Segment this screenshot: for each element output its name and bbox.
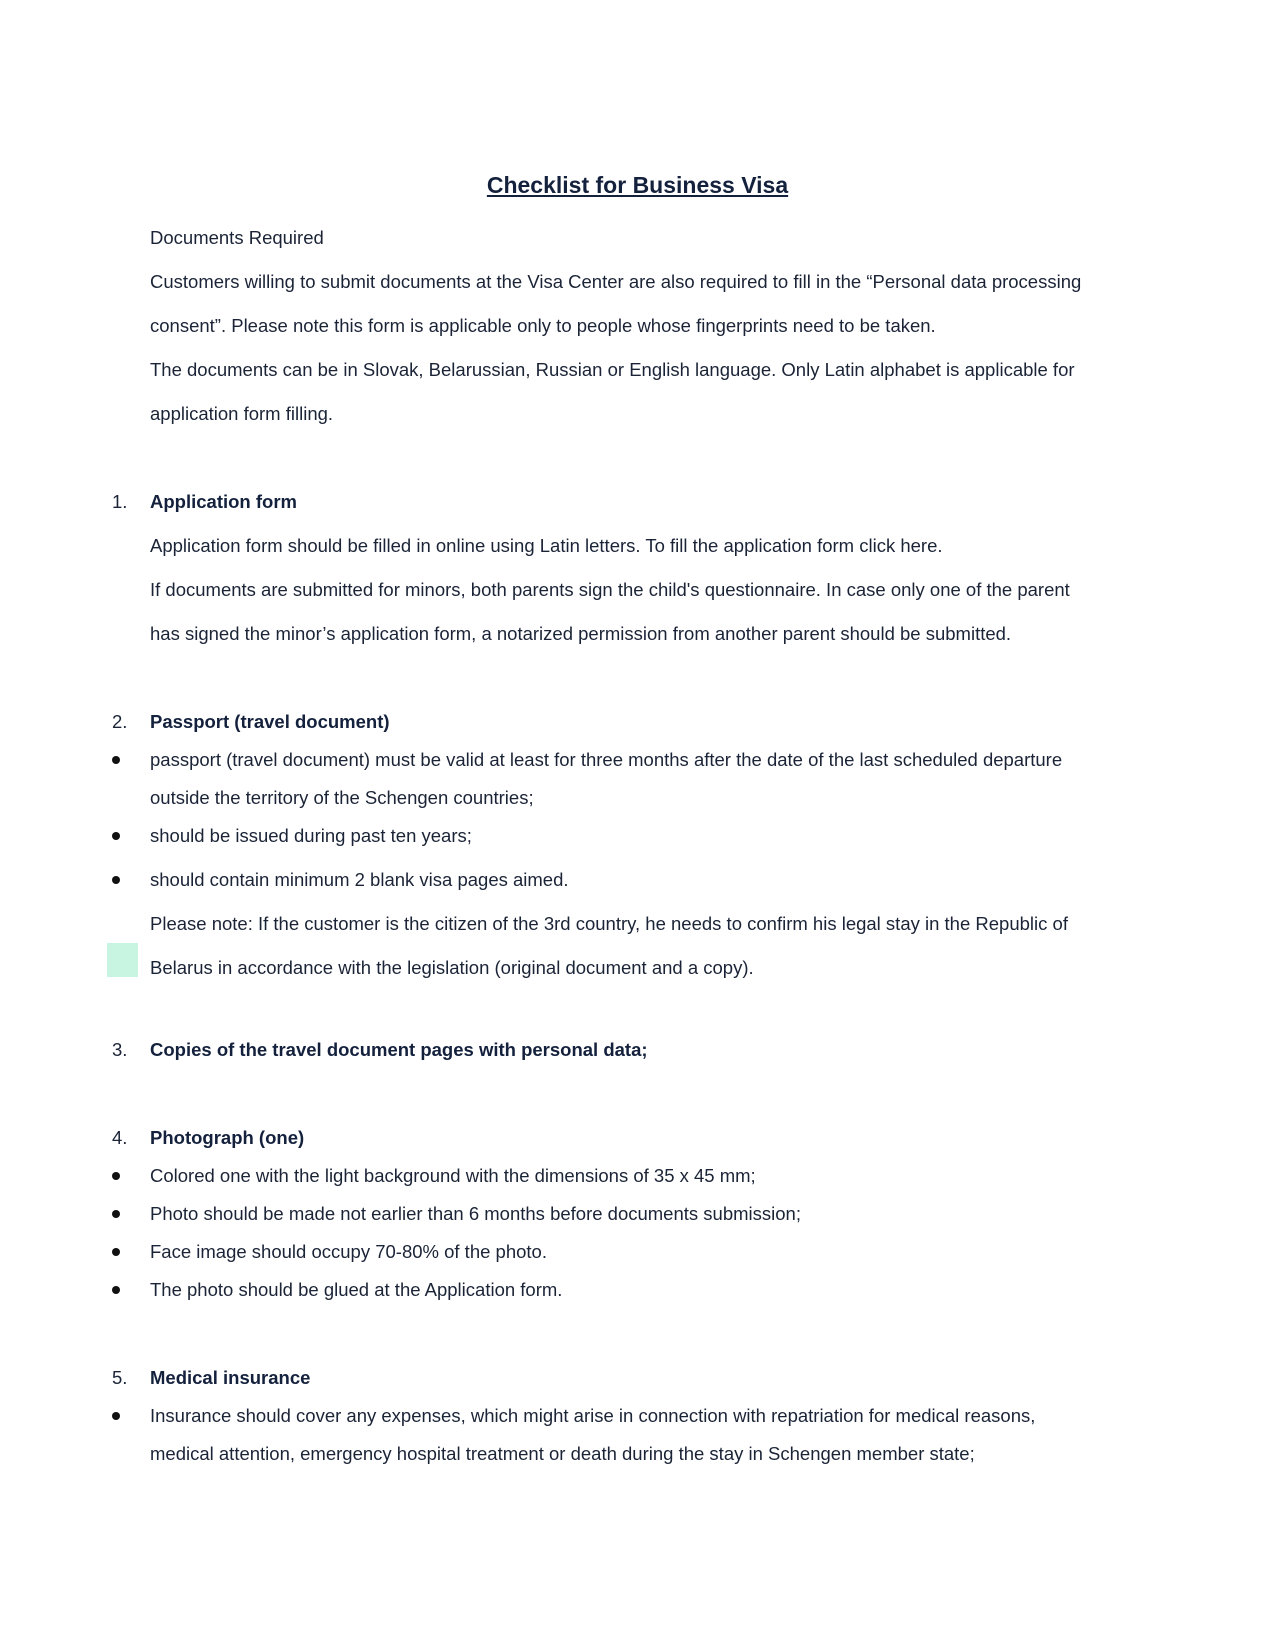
section-1-line-3: has signed the minor’s application form, a notarized permission from another parent should be submitted.: [150, 623, 1012, 644]
bullet-icon: [112, 876, 120, 884]
section-4-bullet-2: Photo should be made not earlier than 6 months before documents submission;: [150, 1203, 801, 1224]
section-2-note-line-1: Please note: If the customer is the citizen of the 3rd country, he needs to confirm his legal stay in the Republic of: [150, 913, 1068, 934]
section-2-bullet-2: should be issued during past ten years;: [150, 825, 472, 846]
page-title: Checklist for Business Visa: [486, 172, 789, 198]
bullet-icon: [112, 1412, 120, 1420]
section-1-line-1: Application form should be filled in online using Latin letters. To fill the application form click here.: [150, 535, 943, 556]
section-2-bullet-1: passport (travel document) must be valid at least for three months after the date of the last scheduled departure: [150, 749, 1063, 770]
intro-paragraph-2-line-2: application form filling.: [150, 403, 334, 424]
section-5-number: 5.: [112, 1367, 128, 1388]
highlight-marker: [107, 943, 138, 977]
bullet-icon: [112, 832, 120, 840]
section-3-title: Copies of the travel document pages with personal data;: [150, 1039, 648, 1060]
section-1-title: Application form: [150, 491, 297, 512]
bullet-icon: [112, 1248, 120, 1256]
section-4-title: Photograph (one): [150, 1127, 305, 1148]
section-4-number: 4.: [112, 1127, 128, 1148]
intro-paragraph-1-line-2: consent”. Please note this form is applicable only to people whose fingerprints need to be taken.: [150, 315, 936, 336]
documents-required-heading: Documents Required: [150, 227, 324, 248]
section-2-bullet-3: should contain minimum 2 blank visa pages aimed.: [150, 869, 569, 890]
section-2-bullet-1-continued: outside the territory of the Schengen countries;: [150, 787, 534, 808]
section-2-title: Passport (travel document): [150, 711, 390, 732]
section-4-bullet-1: Colored one with the light background with the dimensions of 35 x 45 mm;: [150, 1165, 756, 1186]
section-2-note-line-2: Belarus in accordance with the legislation (original document and a copy).: [150, 957, 754, 978]
intro-paragraph-1-line-1: Customers willing to submit documents at the Visa Center are also required to fill in the “Personal data processing: [150, 271, 1082, 292]
section-4-bullet-4: The photo should be glued at the Application form.: [150, 1279, 563, 1300]
section-4-bullet-3: Face image should occupy 70-80% of the photo.: [150, 1241, 547, 1262]
section-5-title: Medical insurance: [150, 1367, 311, 1388]
bullet-icon: [112, 1210, 120, 1218]
section-1-line-2: If documents are submitted for minors, both parents sign the child's questionnaire. In case only one of the parent: [150, 579, 1070, 600]
section-5-bullet-1: Insurance should cover any expenses, which might arise in connection with repatriation for medical reasons,: [150, 1405, 1036, 1426]
bullet-icon: [112, 756, 120, 764]
intro-paragraph-2-line-1: The documents can be in Slovak, Belarussian, Russian or English language. Only Latin alphabet is applicable for: [150, 359, 1075, 380]
bullet-icon: [112, 1172, 120, 1180]
section-1-number: 1.: [112, 491, 128, 512]
bullet-icon: [112, 1286, 120, 1294]
section-3-number: 3.: [112, 1039, 128, 1060]
section-2-number: 2.: [112, 711, 128, 732]
section-5-bullet-1-continued: medical attention, emergency hospital treatment or death during the stay in Schengen member state;: [150, 1443, 975, 1464]
